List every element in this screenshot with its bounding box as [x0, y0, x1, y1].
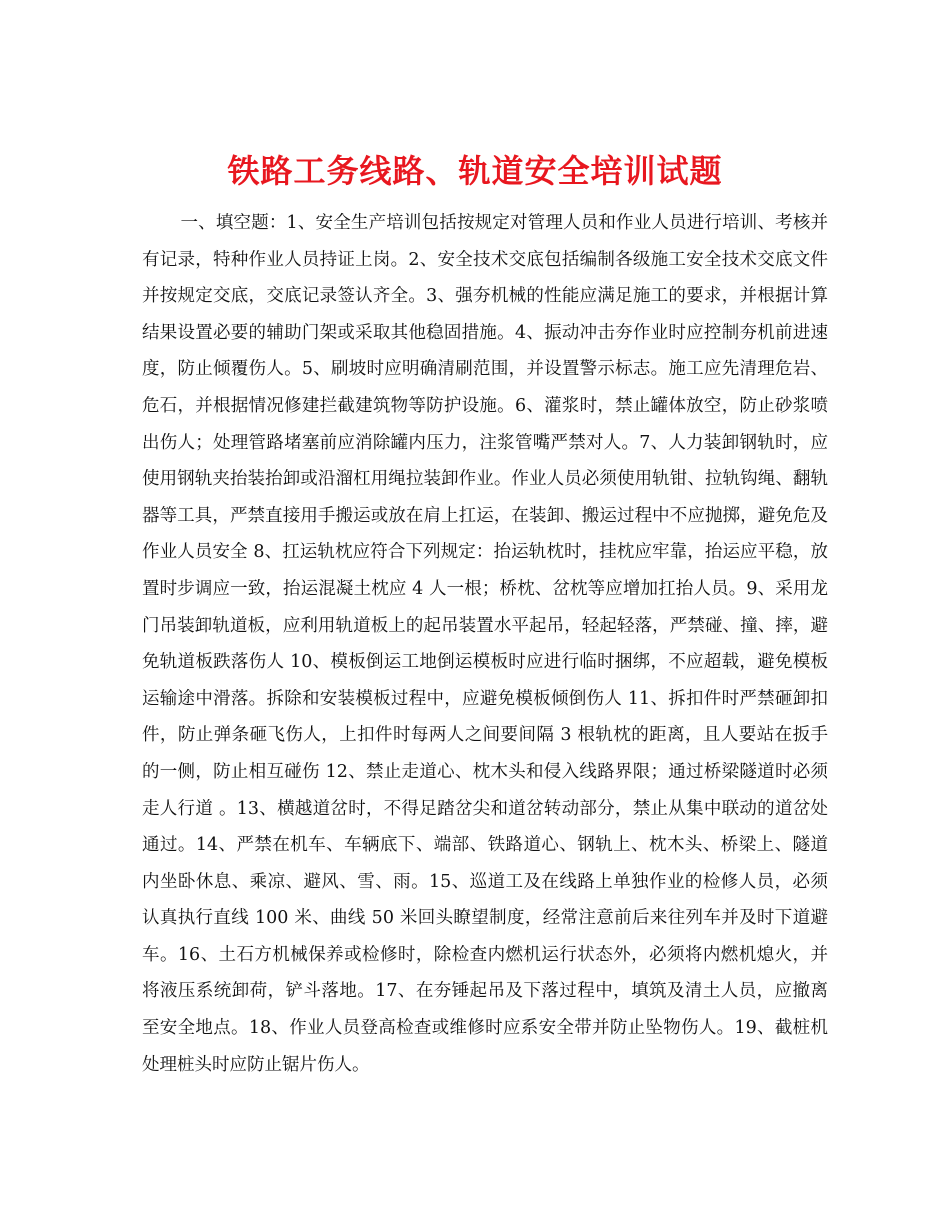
document-body: 一、填空题：1、安全生产培训包括按规定对管理人员和作业人员进行培训、考核并有记录，特种作业人员持证上岗。2、安全技术交底包括编制各级施工安全技术交底文件并按规定交底，交底记录签认齐全。3、强夯机械的性能应满足施工的要求，并根据计算结果设置必要的辅助门架或采取其他稳固措施。4、振动冲击夯作业时应控制夯机前进速度，防止倾覆伤人。5、刷坡时应明确清刷范围，并设置警示标志。施工应先清理危岩、危石，并根据情况修建拦截建筑物等防护设施。6、灌浆时，禁止罐体放空，防止砂浆喷出伤人；处理管路堵塞前应消除罐内压力，注浆管嘴严禁对人。7、人力装卸钢轨时，应使用钢轨夹抬装抬卸或沿溜杠用绳拉装卸作业。作业人员必须使用轨钳、拉轨钩绳、翻轨器等工具，严禁直接用手搬运或放在肩上扛运，在装卸、搬运过程中不应抛掷，避免危及作业人员安全 8、扛运轨枕应符合下列规定：抬运轨枕时，挂枕应牢靠，抬运应平稳，放置时步调应一致，抬运混凝土枕应 4 人一根；桥枕、岔枕等应增加扛抬人员。9、采用龙门吊装卸轨道板，应利用轨道板上的起吊装置水平起吊，轻起轻落，严禁碰、撞、摔，避免轨道板跌落伤人 10、模板倒运工地倒运模板时应进行临时捆绑，不应超载，避免模板运输途中滑落。拆除和安装模板过程中，应避免模板倾倒伤人 11、拆扣件时严禁砸卸扣件，防止弹条砸飞伤人，上扣件时每两人之间要间隔 3 根轨枕的距离，且人要站在扳手的一侧，防止相互碰伤 12、禁止走道心、枕木头和侵入线路界限；通过桥梁隧道时必须走人行道 。13、横越道岔时，不得足踏岔尖和道岔转动部分，禁止从集中联动的道岔处通过。14、严禁在机车、车辆底下、端部、铁路道心、钢轨上、枕木头、桥梁上、隧道内坐卧休息、乘凉、避风、雪、雨。15、巡道工及在线路上单独作业的检修人员，必须认真执行直线 100 米、曲线 50 米回头瞭望制度，经常注意前后来往列车并及时下道避车。16、土石方机械保养或检修时，除检查内燃机运行状态外，必须将内燃机熄火，并将液压系统卸荷，铲斗落地。17、在夯锤起吊及下落过程中，填筑及清土人员，应撤离至安全地点。18、作业人员登高检查或维修时应系安全带并防止坠物伤人。19、截桩机处理桩头时应防止锯片伤人。	[142, 213, 828, 1075]
document-title: 铁路工务线路、轨道安全培训试题	[227, 152, 723, 191]
